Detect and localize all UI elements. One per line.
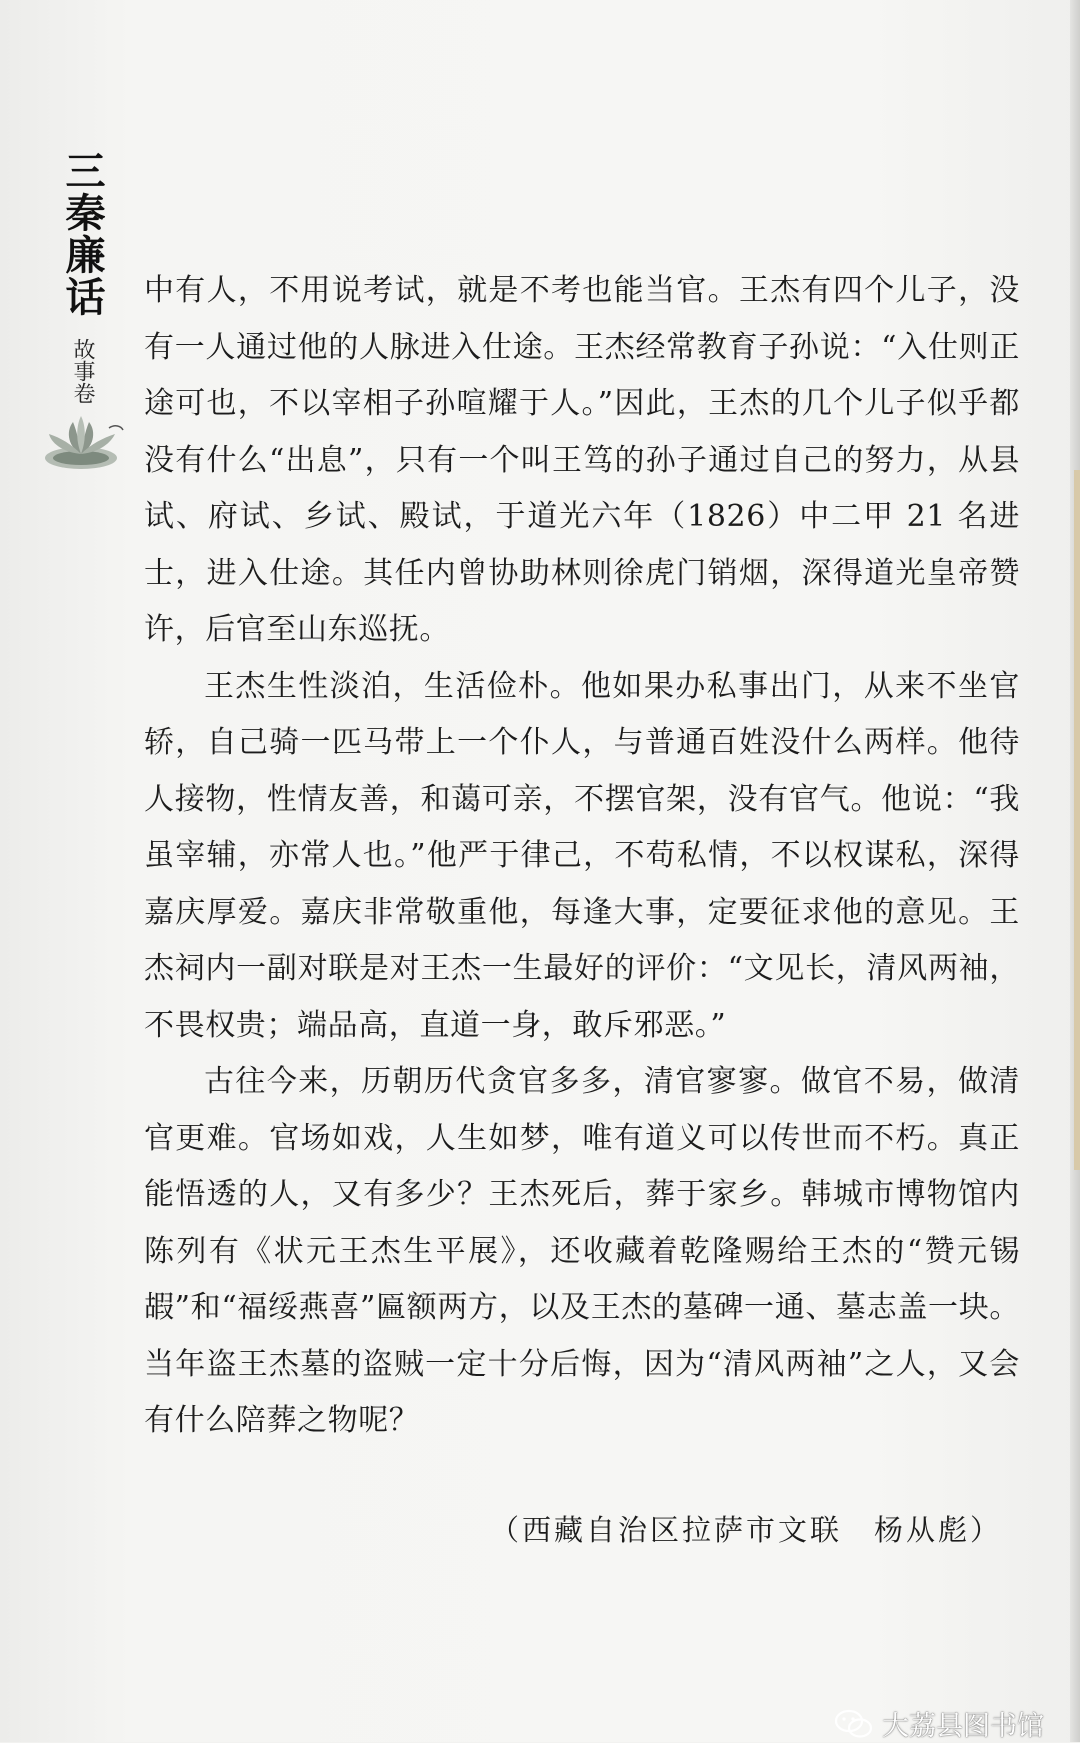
lotus-ornament-icon [39,408,125,472]
paragraph: 古往今来，历朝历代贪官多多，清官寥寥。做官不易，做清官更难。官场如戏，人生如梦，唯有道义可以传世而不朽。真正能悟透的人，又有多少？王杰死后，葬于家乡。韩城市博物馆内陈列有《状元王杰生平展》，还收藏着乾隆赐给王杰的“赞元锡嘏”和“福绥燕喜”匾额两方，以及王杰的墓碑一通、墓志盖一块。当年盗王杰墓的盗贼一定十分后悔，因为“清风两袖”之人，又会有什么陪葬之物呢？ [144,1064,1020,1438]
watermark-text: 大荔县图书馆 [882,1711,1044,1742]
running-header [52,150,112,472]
page-edge-strip [1074,470,1080,1170]
author-signature: （西藏自治区拉萨市文联 杨从彪） [490,1513,1003,1547]
paragraph: 中有人，不用说考试，就是不考也能当官。王杰有四个儿子，没有一人通过他的人脉进入仕途。王杰经常教育子孙说：“入仕则正途可也，不以宰相子孙喧耀于人。”因此，王杰的几个儿子似乎都没有什么“出息”，只有一个叫王笃的孙子通过自己的努力，从县试、府试、乡试、殿试，于道光六年（1826）中二甲 21 名进士，进入仕途。其任内曾协助林则徐虎门销烟，深得道光皇帝赞许，后官至山东巡抚。 [144,273,1020,647]
volume-title: 故事卷 [70,338,95,404]
body-text [144,263,1020,1450]
paragraph: 王杰生性淡泊，生活俭朴。他如果办私事出门，从来不坐官轿，自己骑一匹马带上一个仆人，与普通百姓没什么两样。他待人接物，性情友善，和蔼可亲，不摆官架，没有官气。他说：“我虽宰辅，亦常人也。”他严于律己，不苟私情，不以权谋私，深得嘉庆厚爱。嘉庆非常敬重他，每逢大事，定要征求他的意见。王杰祠内一副对联是对王杰一生最好的评价：“文见长，清风两袖，不畏权贵；端品高，直道一身，敢斥邪恶。” [144,668,1020,1043]
book-title: 三秦廉话 [59,150,106,318]
watermark [834,1704,1044,1743]
wechat-icon [834,1708,874,1740]
